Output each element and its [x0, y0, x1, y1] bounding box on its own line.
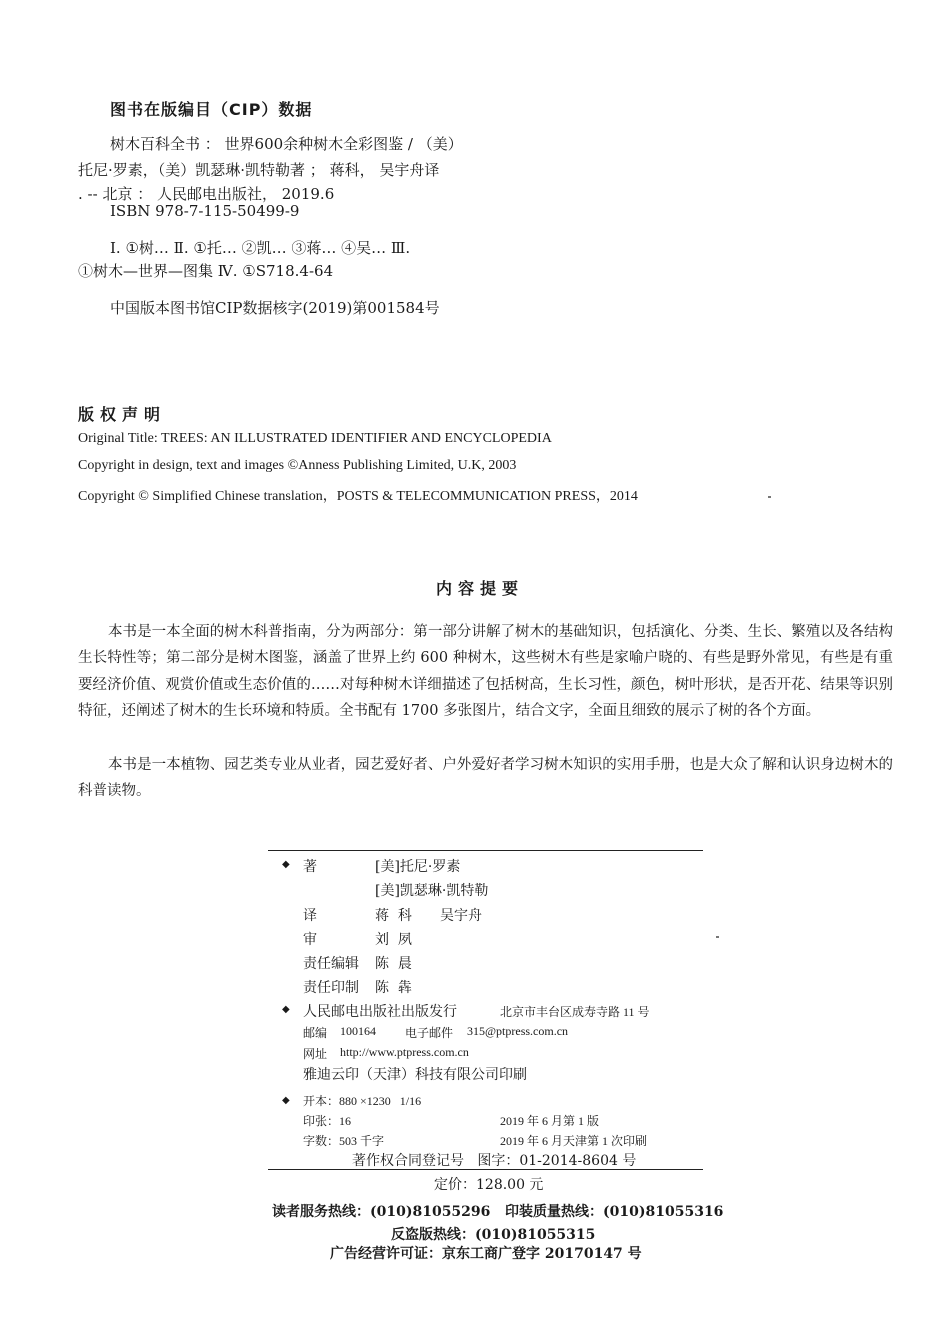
- sheets-line: 印张：16: [303, 1114, 352, 1128]
- reviewer: 刘 夙: [375, 932, 412, 948]
- web-label: 网址: [303, 1047, 328, 1061]
- cip-classification-line-2: ①树木—世界—图集 Ⅳ. ①S718.4-64: [78, 262, 334, 280]
- impression-line: 2019 年 6 月天津第 1 次印刷: [500, 1134, 648, 1148]
- cip-classification-line: Ⅰ. ①树… Ⅱ. ①托… ②凯… ③蒋… ④吴… Ⅲ.: [110, 239, 411, 257]
- contract-registration: 著作权合同登记号 图字：01-2014-8604 号: [352, 1153, 637, 1169]
- cip-heading: 图书在版编目（CIP）数据: [110, 100, 313, 119]
- summary-paragraph-1: 本书是一本全面的树木科普指南，分为两部分：第一部分讲解了树木的基础知识，包括演化、分类、生长、繁殖以及各结构生长特性等；第二部分是树木图鉴，涵盖了世界上约 600 种树木，这些树木有些是家喻户晓的、有些是野外常见，有些是有重要经济价值、观赏价值或生态价值的……对每种树木详细描述了包括树高，生长习性，颜色，树叶形状，是否开花、结果等识别特征，还阐述了树木的生长环境和特质。全书配有 1700 多张图片，结合文字，全面且细致的展示了树的各个方面。: [78, 624, 893, 719]
- publisher-address: 北京市丰台区成寿寺路 11 号: [500, 1005, 650, 1019]
- original-title-line: Original Title: TREES: AN ILLUSTRATED IDENTIFIER AND ENCYCLOPEDIA: [78, 431, 552, 446]
- email-label: 电子邮件: [405, 1026, 454, 1040]
- author-2: [美]凯瑟琳·凯特勒: [375, 883, 489, 899]
- postcode: 100164: [340, 1024, 376, 1038]
- editor: 陈 晨: [375, 956, 412, 972]
- printing-label: 责任印制: [303, 980, 359, 996]
- translator-label: 译: [303, 908, 317, 924]
- copyright-translation-line: Copyright © Simplified Chinese translation，POSTS & TELECOMMUNICATION PRESS，2014: [78, 489, 638, 504]
- publisher-line: 人民邮电出版社出版发行: [303, 1004, 457, 1020]
- cip-record-number: 中国版本图书馆CIP数据核字(2019)第001584号: [110, 299, 440, 317]
- edition-line: 2019 年 6 月第 1 版: [500, 1114, 600, 1128]
- format-line: 开本：880 ×1230 1/16: [303, 1094, 422, 1108]
- cip-publisher-line: . -- 北京 ： 人民邮电出版社， 2019.6: [78, 185, 335, 203]
- translator-1: 蒋 科: [375, 908, 412, 924]
- service-hotlines: 读者服务热线：(010)81055296 印装质量热线：(010)81055316: [272, 1204, 724, 1220]
- summary-heading: 内容提要: [436, 579, 525, 598]
- bullet-icon: ◆: [282, 1004, 290, 1015]
- anti-piracy-hotline: 反盗版热线：(010)81055315: [391, 1227, 596, 1243]
- reviewer-label: 审: [303, 932, 317, 948]
- translator-2: 吴宇舟: [440, 908, 482, 924]
- printer-line: 雅迪云印（天津）科技有限公司印刷: [303, 1067, 527, 1083]
- website: http://www.ptpress.com.cn: [340, 1045, 469, 1059]
- scan-speck: [768, 496, 771, 498]
- word-count-line: 字数：503 千字: [303, 1134, 385, 1148]
- author-label: 著: [303, 859, 317, 875]
- imprint-bottom-rule: [268, 1169, 703, 1170]
- bullet-icon: ◆: [282, 1095, 290, 1106]
- copyright-design-line: Copyright in design, text and images ©Anness Publishing Limited, U.K, 2003: [78, 458, 517, 473]
- cip-isbn-line: ISBN 978-7-115-50499-9: [110, 202, 300, 220]
- bullet-icon: ◆: [282, 859, 290, 870]
- cip-title-line: 树木百科全书 ： 世界600余种树木全彩图鉴 / （美）: [110, 135, 463, 153]
- email: 315@ptpress.com.cn: [467, 1024, 569, 1038]
- advertising-license: 广告经营许可证：京东工商广登字 20170147 号: [330, 1246, 642, 1262]
- author-1: [美]托尼·罗素: [375, 859, 461, 875]
- postcode-label: 邮编: [303, 1026, 328, 1040]
- editor-label: 责任编辑: [303, 956, 359, 972]
- imprint-top-rule: [268, 850, 703, 851]
- price: 定价：128.00 元: [434, 1177, 544, 1193]
- printing-supervisor: 陈 犇: [375, 980, 412, 996]
- summary-paragraph-2: 本书是一本植物、园艺类专业从业者，园艺爱好者、户外爱好者学习树木知识的实用手册，也是大众了解和认识身边树木的科普读物。: [78, 757, 893, 800]
- cip-authors-line: 托尼·罗素，（美）凯瑟琳·凯特勒著 ； 蒋科， 吴宇舟译: [78, 161, 440, 179]
- copyright-heading: 版权声明: [78, 405, 167, 424]
- scan-speck: [716, 936, 719, 938]
